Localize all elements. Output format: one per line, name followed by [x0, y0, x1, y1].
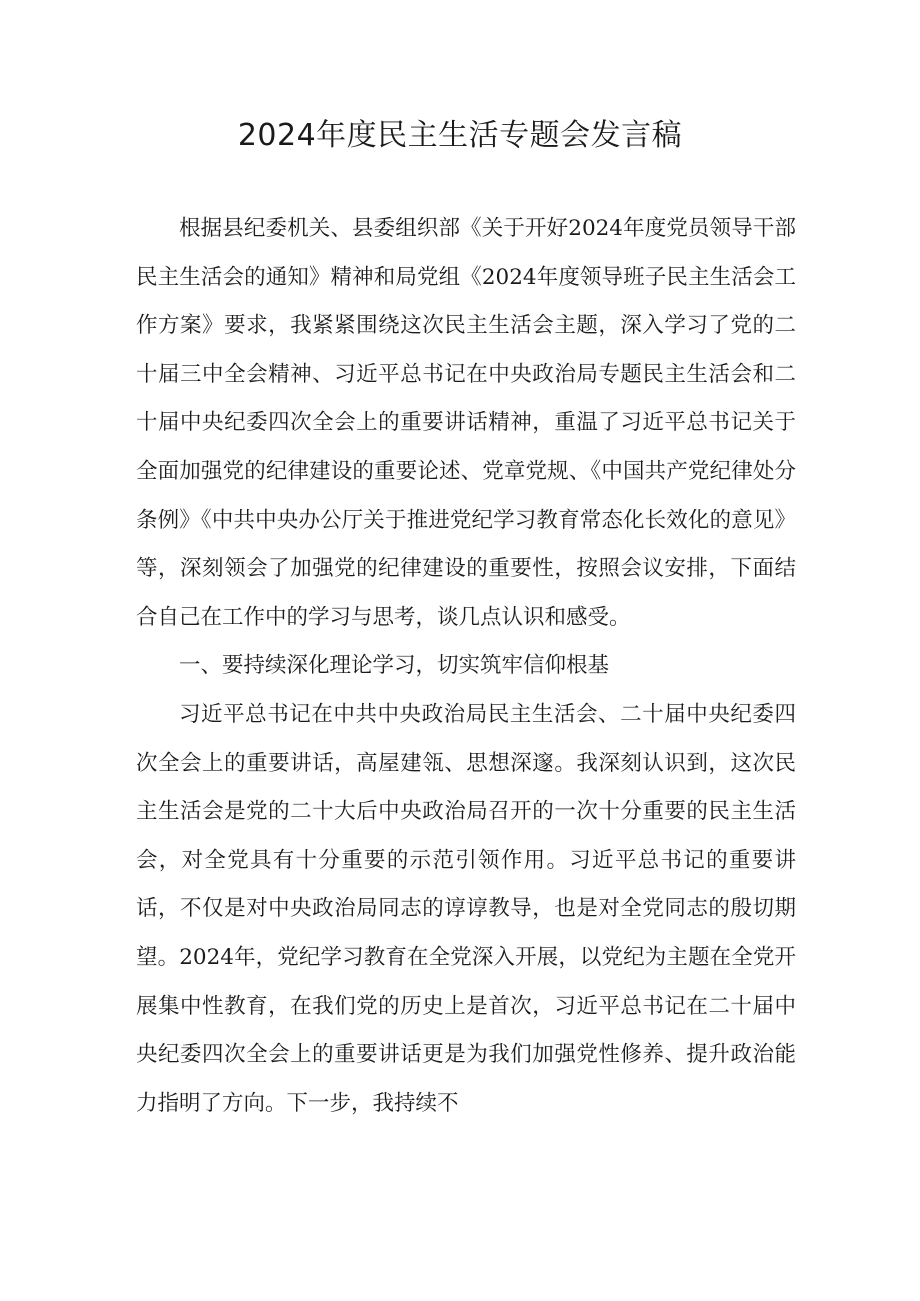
document-body: [136, 205, 796, 1128]
section-heading-1: 一、要持续深化理论学习，切实筑牢信仰根基: [179, 653, 610, 679]
paragraph-section-1: 习近平总书记在中共中央政治局民主生活会、二十届中央纪委四次全会上的重要讲话，高屋建瓴、思想深邃。我深刻认识到，这次民主生活会是党的二十大后中央政治局召开的一次十分重要的民主生活会，对全党具有十分重要的示范引领作用。习近平总书记的重要讲话，不仅是对中央政治局同志的谆谆教导，也是对全党同志的殷切期望。2024年，党纪学习教育在全党深入开展，以党纪为主题在全党开展集中性教育，在我们党的历史上是首次，习近平总书记在二十届中央纪委四次全会上的重要讲话更是为我们加强党性修养、提升政治能力指明了方向。下一步，我持续不: [136, 701, 796, 1116]
paragraph-intro: 根据县纪委机关、县委组织部《关于开好2024年度党员领导干部民主生活会的通知》精神和局党组《2024年度领导班子民主生活会工作方案》要求，我紧紧围绕这次民主生活会主题，深入学习了党的二十届三中全会精神、习近平总书记在中央政治局专题民主生活会和二十届中央纪委四次全会上的重要讲话精神，重温了习近平总书记关于全面加强党的纪律建设的重要论述、党章党规、《中国共产党纪律处分条例》《中共中央办公厅关于推进党纪学习教育常态化长效化的意见》等，深刻领会了加强党的纪律建设的重要性，按照会议安排，下面结合自己在工作中的学习与思考，谈几点认识和感受。: [136, 216, 796, 630]
document-title: 2024年度民主生活专题会发言稿: [237, 118, 683, 153]
